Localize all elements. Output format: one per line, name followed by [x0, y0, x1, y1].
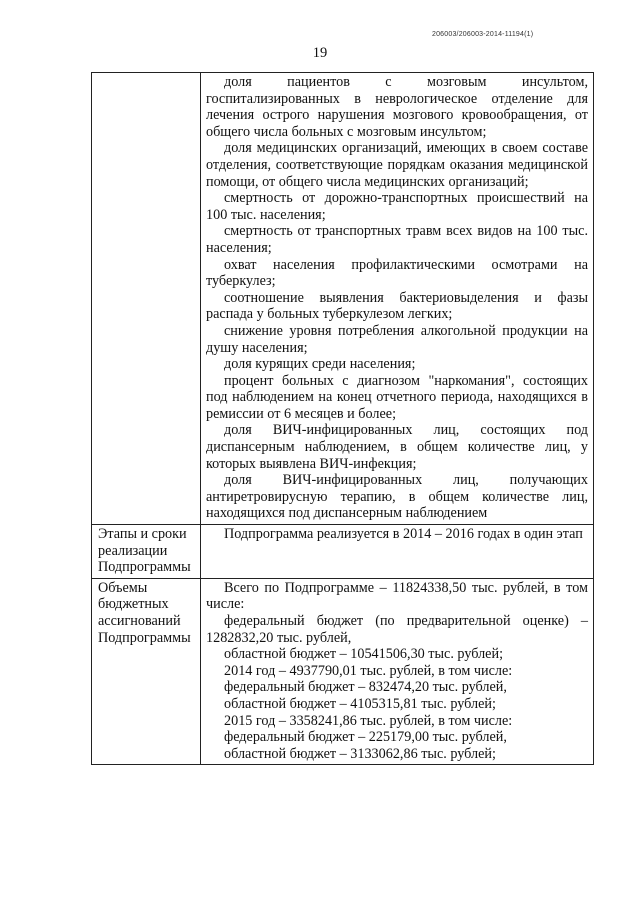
budget-text: областной бюджет – 10541506,30 тыс. рублей; — [224, 646, 504, 663]
budget-text: федеральный бюджет – 225179,00 тыс. рублей, — [224, 729, 507, 746]
indicator-text: доля курящих среди населения; — [224, 356, 416, 373]
row-label — [92, 73, 201, 525]
table-row-indicators — [92, 73, 594, 525]
row-label: Этапы и сроки реализации Подпрограммы — [92, 525, 201, 579]
indicator-text: доля ВИЧ-инфицированных лиц, состоящих под диспансерным наблюдением, в общем количестве лиц, у которых выявлена ВИЧ-инфекция; — [206, 422, 588, 472]
budget-text: федеральный бюджет (по предварительной оценке) – 1282832,20 тыс. рублей, — [206, 613, 588, 646]
budget-text: 2015 год – 3358241,86 тыс. рублей, в том числе: — [224, 712, 513, 729]
page-number: 19 — [312, 45, 328, 61]
indicator-text: охват населения профилактическими осмотрами на туберкулез; — [206, 256, 588, 290]
indicator-text: смертность от транспортных травм всех видов на 100 тыс. населения; — [206, 223, 588, 256]
budget-text: 2014 год – 4937790,01 тыс. рублей, в том числе: — [224, 662, 513, 679]
budget-text: федеральный бюджет – 832474,20 тыс. рублей, — [224, 679, 507, 696]
row-content — [201, 525, 594, 579]
indicator-text: доля ВИЧ-инфицированных лиц, получающих антиретровирусную терапию, в общем количестве лиц, находящихся под диспансерным наблюдением — [206, 472, 588, 522]
document-id: 206003/206003-2014-11194(1) — [432, 31, 534, 38]
row-content — [201, 73, 594, 525]
row-content — [201, 578, 594, 765]
budget-text: областной бюджет – 4105315,81 тыс. рублей; — [224, 695, 496, 712]
indicator-text: снижение уровня потребления алкогольной продукции на душу населения; — [206, 322, 588, 356]
indicator-text: процент больных с диагнозом "наркомания", состоящих под наблюдением на конец отчетного периода, находящихся в ремиссии от 6 месяцев и более; — [206, 372, 588, 422]
indicator-text: смертность от дорожно-транспортных происшествий на 100 тыс. населения; — [206, 190, 588, 223]
budget-text: областной бюджет – 3133062,86 тыс. рублей; — [224, 745, 496, 762]
stages-text: Подпрограмма реализуется в 2014 – 2016 годах в один этап — [224, 526, 583, 543]
indicator-text: соотношение выявления бактериовыделения и фазы распада у больных туберкулезом легких; — [206, 289, 588, 323]
table-row-budget — [92, 578, 594, 765]
indicator-text: доля пациентов с мозговым инсультом, госпитализированных в неврологическое отделение для лечения острого нарушения мозгового кровообращения, от общего числа больных с мозговым инсультом; — [206, 74, 588, 140]
budget-text: Всего по Подпрограмме – 11824338,50 тыс. рублей, в том числе: — [206, 579, 588, 613]
passport-table — [91, 72, 594, 765]
table-row-stages — [92, 525, 594, 579]
indicator-text: доля медицинских организаций, имеющих в своем составе отделения, соответствующие порядкам оказания медицинской помощи, от общего числа медицинских организаций; — [206, 140, 588, 190]
row-label: Объемы бюджетных ассигнований Подпрограммы — [92, 578, 201, 765]
